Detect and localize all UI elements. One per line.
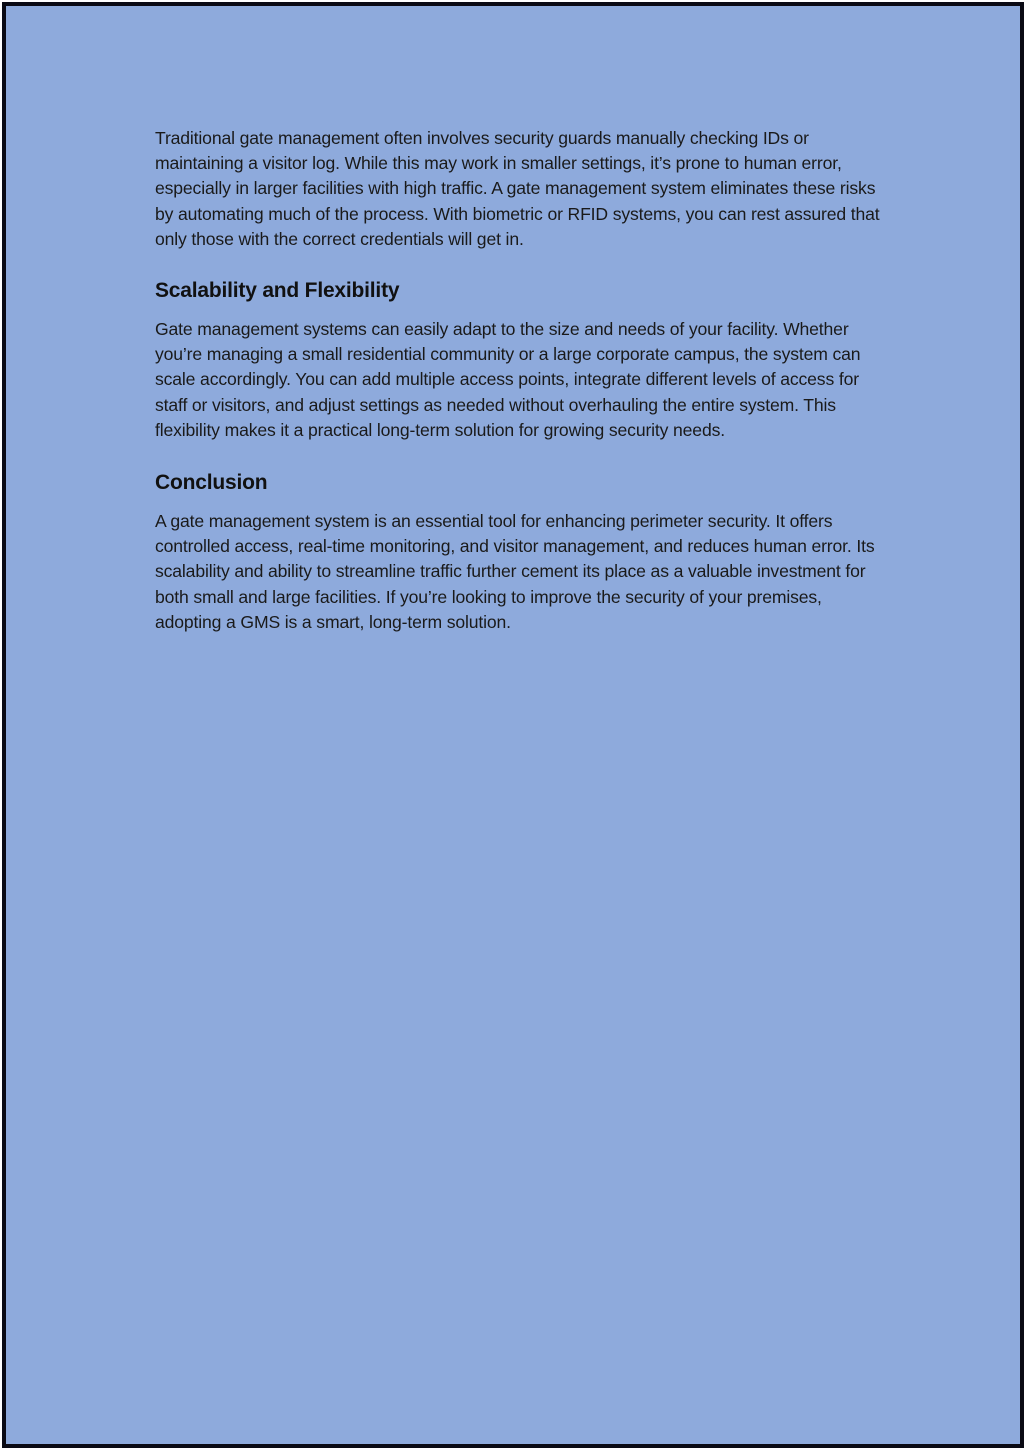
intro-paragraph: Traditional gate management often involves security guards manually checking IDs or maintaining a visitor log. While this may work in smaller settings, it’s prone to human error, especially in larger facilities with high traffic. A gate management system eliminates these risks by automating much of the process. With biometric or RFID systems, you can rest assured that only those with the correct credentials will get in. bbox=[155, 128, 880, 249]
section-heading-conclusion: Conclusion bbox=[155, 471, 268, 495]
section-body-scalability: Gate management systems can easily adapt to the size and needs of your facility. Whether you’re managing a small residential community or a large corporate campus, the system can scale accordingly. You can add multiple access points, integrate different levels of access for staff or visitors, and adjust settings as needed without overhauling the entire system. This flexibility makes it a practical long-term solution for growing security needs. bbox=[155, 319, 861, 440]
document-page bbox=[2, 2, 1024, 1448]
section-body-conclusion: A gate management system is an essential tool for enhancing perimeter security. It offers controlled access, real-time monitoring, and visitor management, and reduces human error. Its scalability and ability to streamline traffic further cement its place as a valuable investment for both small and large facilities. If you’re looking to improve the security of your premises, adopting a GMS is a smart, long-term solution. bbox=[155, 511, 875, 632]
document-content bbox=[155, 126, 880, 635]
section-heading-scalability: Scalability and Flexibility bbox=[155, 279, 400, 303]
